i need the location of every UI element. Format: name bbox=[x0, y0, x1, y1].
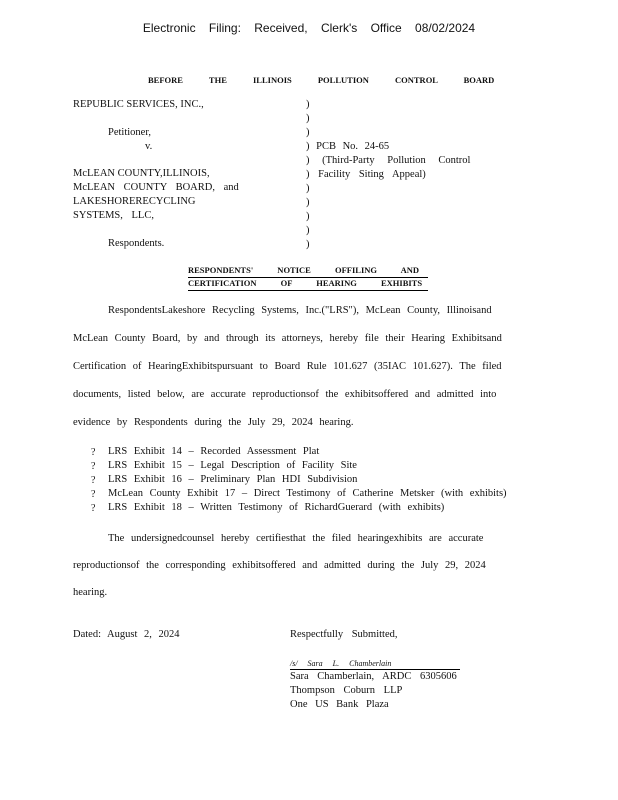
certification-line-2: reproductionsof the corresponding exhibitsoffered and admitted during the July 29, 2024 bbox=[73, 560, 486, 571]
exhibit-list-item: LRS Exhibit 16 – Preliminary Plan HDI Subdivision bbox=[108, 474, 358, 485]
signer-name: Sara Chamberlain, ARDC 6305606 bbox=[290, 671, 457, 682]
caption-paren: ) bbox=[306, 113, 310, 124]
firm-address: One US Bank Plaza bbox=[290, 699, 389, 710]
firm-name: Thompson Coburn LLP bbox=[290, 685, 403, 696]
caption-paren: ) bbox=[306, 183, 310, 194]
document-title bbox=[188, 265, 428, 291]
caption-paren: ) bbox=[306, 211, 310, 222]
caption-paren: ) bbox=[306, 99, 310, 110]
dated-line: Dated: August 2, 2024 bbox=[73, 629, 180, 640]
exhibit-list-item: LRS Exhibit 15 – Legal Description of Facility Site bbox=[108, 460, 357, 471]
bullet-icon: ? bbox=[91, 447, 96, 458]
petitioner-name: REPUBLIC SERVICES, INC., bbox=[73, 99, 204, 110]
exhibit-list-item: LRS Exhibit 18 – Written Testimony of RichardGuerard (with exhibits) bbox=[108, 502, 445, 513]
petitioner-label: Petitioner, bbox=[108, 127, 152, 138]
bullet-icon: ? bbox=[91, 503, 96, 514]
certification-line-3: hearing. bbox=[73, 587, 108, 598]
versus-label: v. bbox=[145, 141, 153, 152]
body-line-1: RespondentsLakeshore Recycling Systems, Inc.("LRS"), McLean County, Illinoisand bbox=[108, 305, 492, 316]
caption-paren: ) bbox=[306, 239, 310, 250]
closing-line: Respectfully Submitted, bbox=[290, 629, 398, 640]
certification-line-1: The undersignedcounsel hereby certifiesthat the filed hearingexhibits are accurate bbox=[108, 533, 484, 544]
signature-line: /s/ Sara L. Chamberlain bbox=[290, 659, 460, 670]
document-title-line-1: RESPONDENTS' NOTICE OFFILING AND bbox=[188, 265, 428, 278]
caption-paren: ) bbox=[306, 225, 310, 236]
body-line-3: Certification of HearingExhibitspursuant to Board Rule 101.627 (35IAC 101.627). The filed bbox=[73, 361, 502, 372]
respondent-line-3: LAKESHORERECYCLING bbox=[73, 196, 196, 207]
respondents-label: Respondents. bbox=[108, 238, 165, 249]
respondent-line-1: McLEAN COUNTY,ILLINOIS, bbox=[73, 168, 210, 179]
case-number: ) PCB No. 24-65 bbox=[306, 141, 390, 152]
respondent-line-2: McLEAN COUNTY BOARD, and bbox=[73, 182, 239, 193]
body-line-4: documents, listed below, are accurate reproductionsof the exhibitsoffered and admitted into bbox=[73, 389, 497, 400]
bullet-icon: ? bbox=[91, 475, 96, 486]
exhibit-list-item: LRS Exhibit 14 – Recorded Assessment Plat bbox=[108, 446, 320, 457]
filing-stamp-header: Electronic Filing: Received, Clerk's Office 08/02/2024 bbox=[142, 21, 476, 35]
body-line-5: evidence by Respondents during the July 29, 2024 hearing. bbox=[73, 417, 354, 428]
case-type-line-1: ) (Third-Party Pollution Control bbox=[306, 155, 471, 166]
bullet-icon: ? bbox=[91, 489, 96, 500]
body-line-2: McLean County Board, by and through its attorneys, hereby file their Hearing Exhibitsand bbox=[73, 333, 502, 344]
board-title: BEFORE THE ILLINOIS POLLUTION CONTROL BOARD bbox=[148, 75, 495, 85]
exhibit-list-item: McLean County Exhibit 17 – Direct Testimony of Catherine Metsker (with exhibits) bbox=[108, 488, 507, 499]
caption-paren: ) bbox=[306, 127, 310, 138]
respondent-line-4: SYSTEMS, LLC, bbox=[73, 210, 154, 221]
case-type-line-2: ) Facility Siting Appeal) bbox=[306, 169, 426, 180]
bullet-icon: ? bbox=[91, 461, 96, 472]
document-title-line-2: CERTIFICATION OF HEARING EXHIBITS bbox=[188, 278, 428, 291]
caption-paren: ) bbox=[306, 197, 310, 208]
